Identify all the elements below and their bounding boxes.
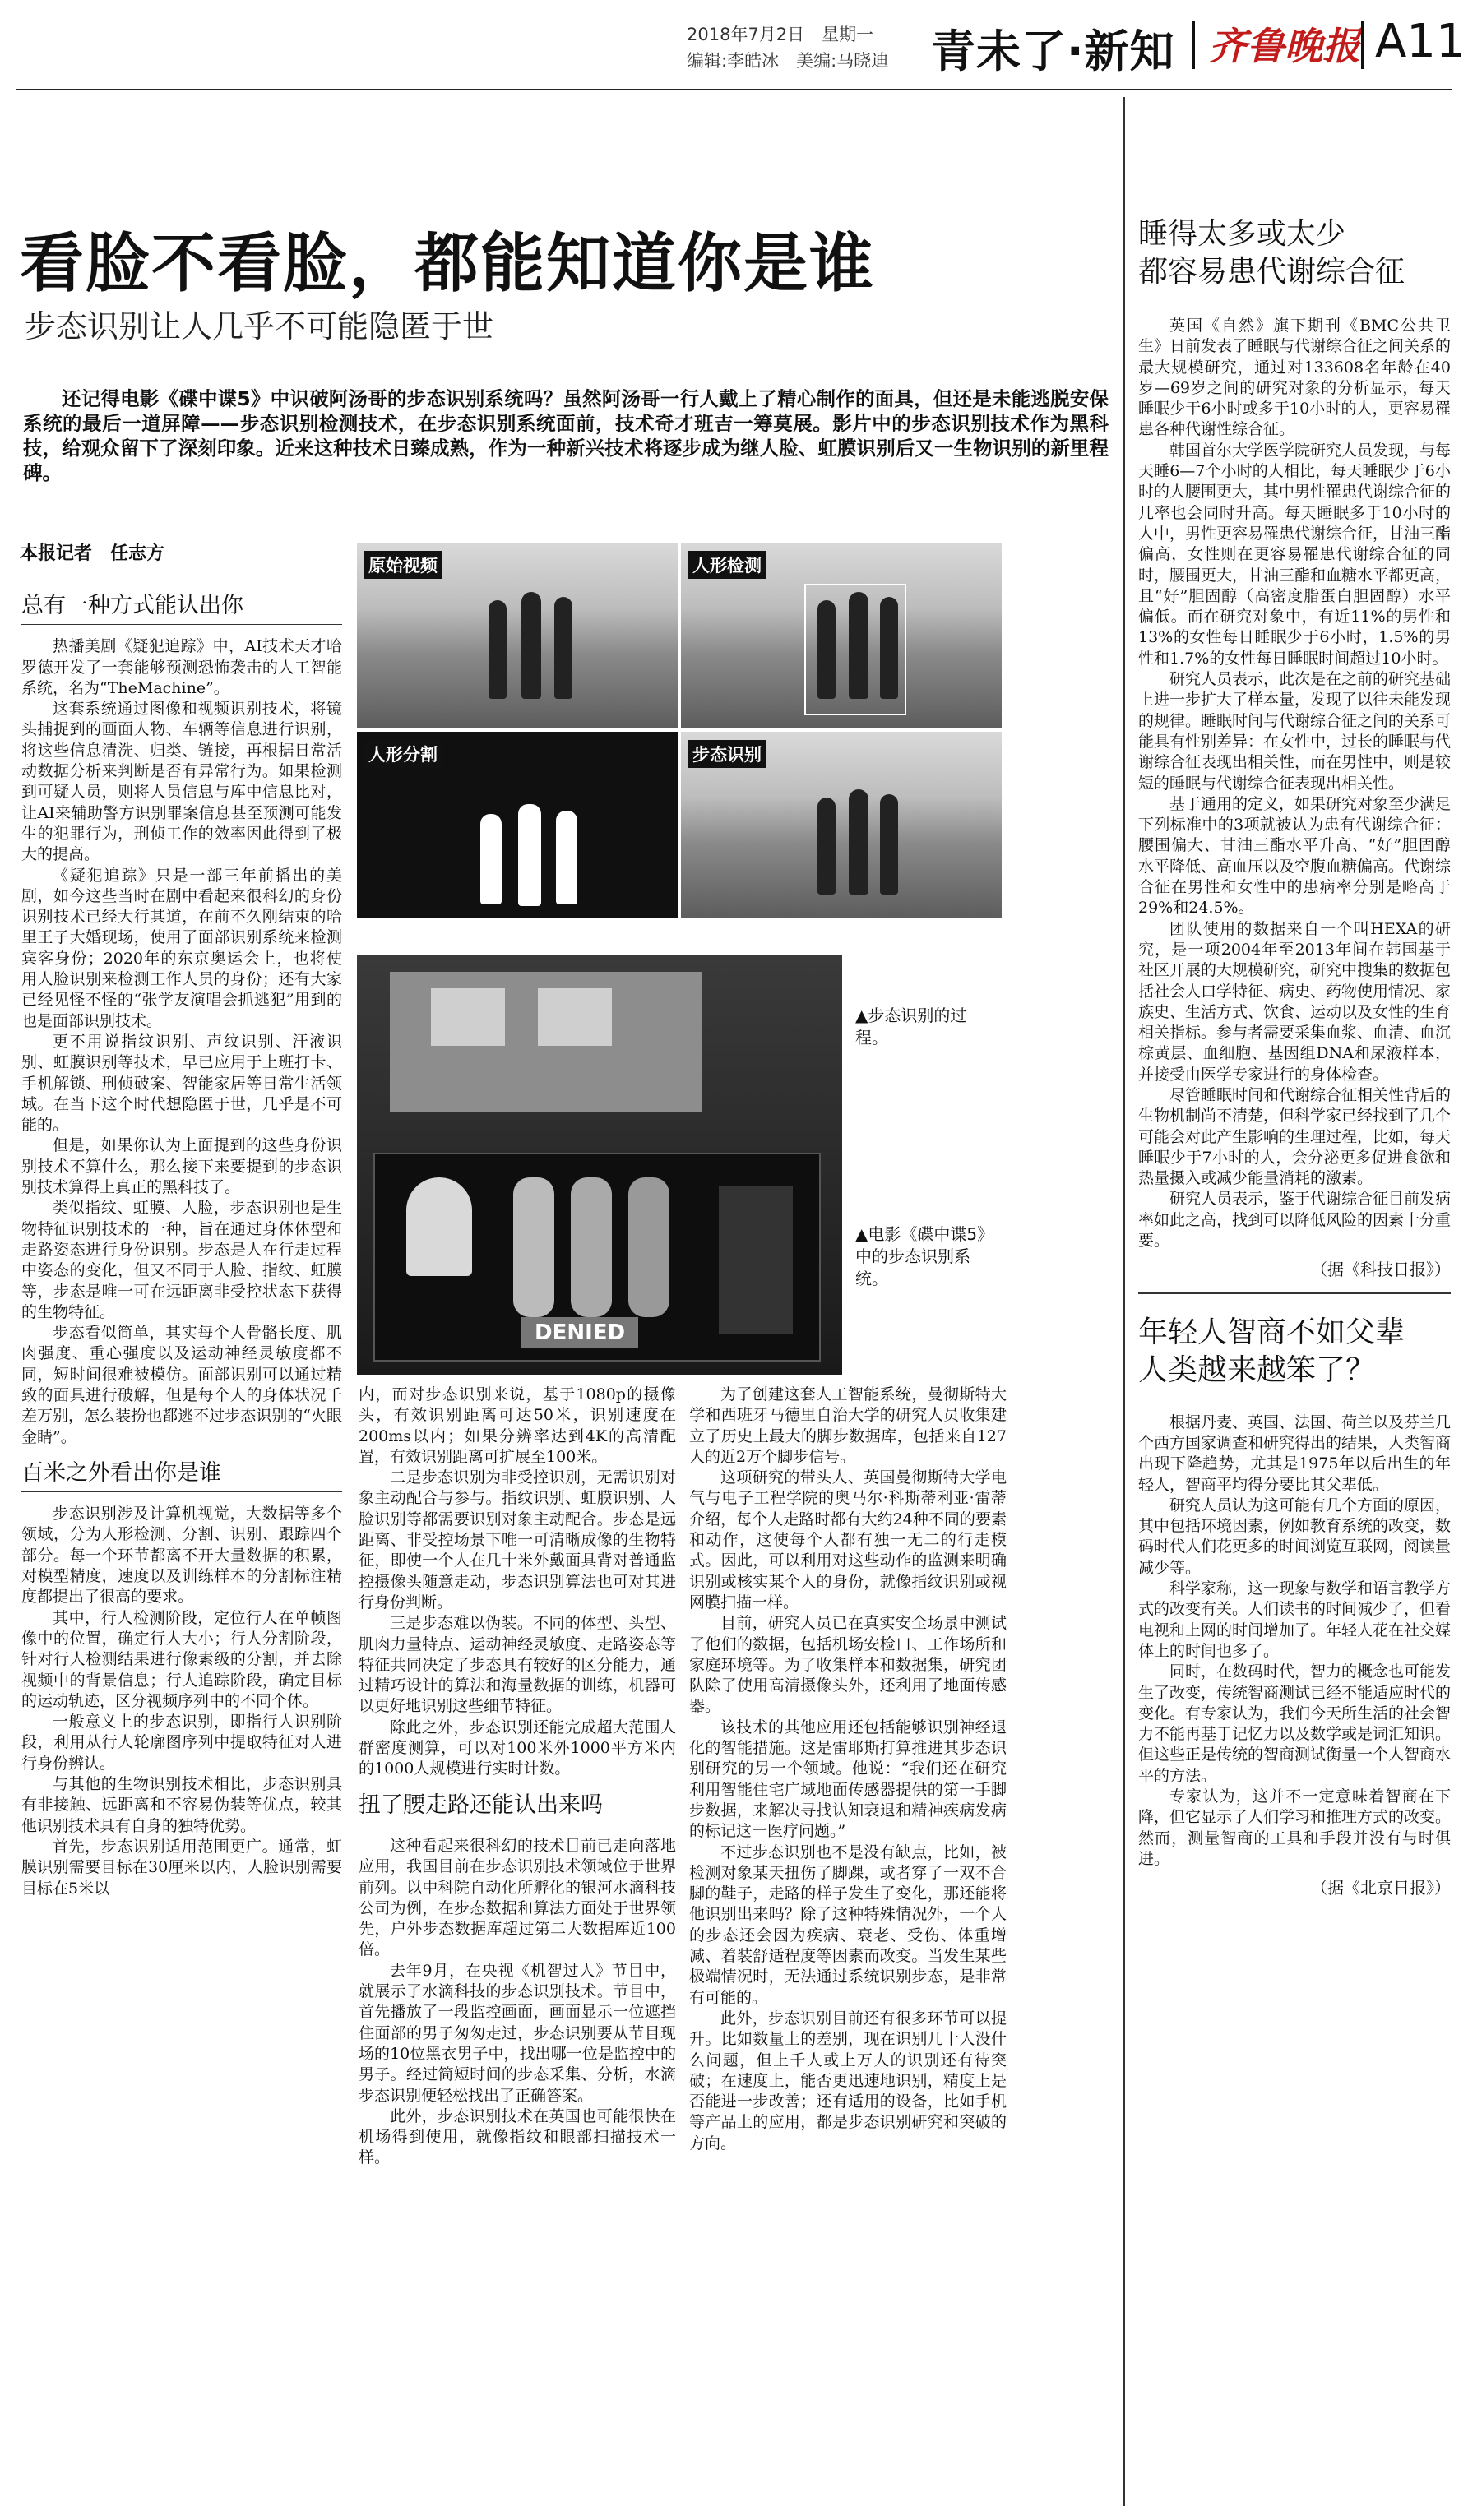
paragraph: 韩国首尔大学医学院研究人员发现，与每天睡6—7个小时的人相比，每天睡眠少于6小时的人腰围更大，其中男性罹患代谢综合征的几率也会同时升高。每天睡眠多于10小时的人中，男性更容易罹患代谢综合征，甘油三酯偏高，女性则在更容易罹患代谢综合征的同时，腰围更大，甘油三酯和血糖水平都更高，且“好”胆固醇（高密度脂蛋白胆固醇）水平偏低。而在研究对象中，有近11%的男性和13%的女性每日睡眠少于6小时，1.5%的男性和1.7%的女性每日睡眠时间超过10小时。 — [1138, 441, 1452, 668]
subheading-rule — [21, 624, 342, 625]
editors-credit: 编辑:李皓冰 美编:马晓迪 — [687, 51, 889, 71]
paragraph: 《疑犯追踪》只是一部三年前播出的美剧，如今这些当时在剧中看起来很科幻的身份识别技术已经大行其道，在前不久刚结束的哈里王子大婚现场，使用了面部识别系统来检测宾客身份；2020年的东京奥运会上，也将使用人脸识别来检测工作人员的身份；还有大家已经见怪不怪的“张学友演唱会抓逃犯”用到的也是面部识别技术。 — [21, 866, 342, 1030]
paragraph: 目前，研究人员已在真实安全场景中测试了他们的数据，包括机场安检口、工作场所和家庭环境等。为了收集样本和数据集，研究团队除了使用高清摄像头外，还利用了地面传感器。 — [689, 1614, 1007, 1716]
paragraph: 英国《自然》旗下期刊《BMC公共卫生》日前发表了睡眠与代谢综合征之间关系的最大规模研究，通过对133608名年龄在40岁—69岁之间的研究对象的分析显示，每天睡眠少于6小时或多于10小时的人，更容易罹患各种代谢性综合征。 — [1138, 317, 1452, 439]
paragraph: 这种看起来很科幻的技术目前已走向落地应用，我国目前在步态识别技术领域位于世界前列。以中科院自动化所孵化的银河水滴科技公司为例，在步态数据和算法方面处于世界领先，户外步态数据库超过第二大数据库近100倍。 — [359, 1836, 676, 1959]
paragraph: 与其他的生物识别技术相比，步态识别具有非接触、远距离和不容易伪装等优点，较其他识别技术具有自身的独特优势。 — [21, 1775, 342, 1835]
sidebar-story-sleep — [1138, 215, 1451, 1898]
lead-paragraph: 还记得电影《碟中谍5》中识破阿汤哥的步态识别系统吗？虽然阿汤哥一行人戴上了精心制作的面具，但还是未能逃脱安保系统的最后一道屏障——步态识别检测技术，在步态识别系统面前，技术奇才班吉一筹莫展。影片中的步态识别技术作为黑科技，给观众留下了深刻印象。近来这种技术日臻成熟，作为一种新兴技术将逐步成为继人脸、虹膜识别后又一生物识别的新里程碑。 — [23, 387, 1109, 484]
subheading: 扭了腰走路还能认出来吗 — [359, 1792, 603, 1818]
article-column-3 — [689, 1385, 1007, 2154]
paragraph: 此外，步态识别技术在英国也可能很快在机场得到使用，就像指纹和眼部扫描技术一样。 — [359, 2106, 676, 2167]
paragraph: 同时，在数码时代，智力的概念也可能发生了改变，传统智商测试已经不能适应时代的变化。有专家认为，我们今天所生活的社会智力不能再基于记忆力以及数学或是词汇知识。但这些正是传统的智商测试衡量一个人智商水平的方法。 — [1138, 1662, 1452, 1785]
paragraph: 研究人员表示，鉴于代谢综合征目前发病率如此之高，找到可以降低风险的因素十分重要。 — [1138, 1190, 1452, 1251]
subheading: 百米之外看出你是谁 — [21, 1459, 221, 1486]
photo-caption: ▲电影《碟中谍5》中的步态识别系统。 — [855, 1224, 994, 1288]
section-title: 青未了·新知 — [931, 25, 1175, 77]
paragraph: 该技术的其他应用还包括能够识别神经退化的智能措施。这是雷耶斯打算推进其步态识别研究的另一个领域。他说：“我们还在研究利用智能住宅广域地面传感器提供的第一手脚步数据，来解决寻找认知衰退和精神疾病发病的标记这一医疗问题。” — [689, 1718, 1007, 1841]
paragraph: 除此之外，步态识别还能完成超大范围人群密度测算，可以对100米外1000平方米内的1000人规模进行实时计数。 — [359, 1718, 676, 1778]
paragraph: 这套系统通过图像和视频识别技术，将镜头捕捉到的画面人物、车辆等信息进行识别，将这些信息清洗、归类、链接，再根据日常活动数据分析来判断是否有异常行为。如果检测到可疑人员，则将人员信息与库中信息比对，让AI来辅助警方识别罪案信息甚至预测可能发生的犯罪行为，刑侦工作的效率因此得到了极大的提高。 — [21, 700, 342, 864]
paragraph: 基于通用的定义，如果研究对象至少满足下列标准中的3项就被认为患有代谢综合征：腰围偏大、甘油三酯水平升高、“好”胆固醇水平降低、高血压以及空腹血糖偏高。代谢综合征在男性和女性中的患病率分别是略高于29%和24.5%。 — [1138, 794, 1452, 918]
paragraph: 研究人员表示，此次是在之前的研究基础上进一步扩大了样本量，发现了以往未能发现的规律。睡眠时间与代谢综合征之间的关系可能具有性别差异：在女性中，过长的睡眠与代谢综合征表现出相关性，而在男性中，则是较短的睡眠与代谢综合征表现出相关性。 — [1138, 670, 1452, 793]
byline: 本报记者 任志方 — [20, 543, 165, 564]
paragraph: 去年9月，在央视《机智过人》节目中，就展示了水滴科技的步态识别技术。节目中，首先播放了一段监控画面，画面显示一位遮挡住面部的男子匆匆走过，步态识别要从节目现场的10位黑衣男子中，找出哪一位是监控中的男子。经过简短时间的步态采集、分析，水滴步态识别便轻松找出了正确答案。 — [359, 1961, 676, 2105]
sidebar-headline: 人类越来越笨了？ — [1138, 1352, 1376, 1387]
masthead-divider — [1361, 21, 1364, 69]
photo-label: 原始视频 — [364, 551, 442, 579]
paragraph: 专家认为，这并不一定意味着智商在下降，但它显示了人们学习和推理方式的改变。然而，测量智商的工具和手段并没有与时俱进。 — [1138, 1787, 1452, 1868]
paragraph: 步态识别涉及计算机视觉，大数据等多个领域，分为人形检测、分割、识别、跟踪四个部分。每一个环节都离不开大量数据的积累，对模型精度，速度以及训练样本的分割标注精度都提出了很高的要求。 — [21, 1505, 342, 1607]
photo-label: 人形分割 — [364, 740, 442, 768]
photo-caption: ▲步态识别的过程。 — [855, 1006, 967, 1047]
paragraph: 研究人员认为这可能有几个方面的原因，其中包括环境因素，例如教育系统的改变，数码时代人们花更多的时间浏览互联网，阅读量减少等。 — [1138, 1496, 1452, 1577]
paragraph: 热播美剧《疑犯追踪》中，AI技术天才哈罗德开发了一套能够预测恐怖袭击的人工智能系统，名为“TheMachine”。 — [21, 637, 342, 697]
paragraph: 更不用说指纹识别、声纹识别、汗液识别、虹膜识别等技术，早已应用于上班打卡、手机解锁、刑侦破案、智能家居等日常生活领域。在当下这个时代想隐匿于世，几乎是不可能的。 — [21, 1032, 342, 1135]
photo-person-detection — [681, 543, 1002, 728]
photo-original-video — [357, 543, 678, 728]
paragraph: 其中，行人检测阶段，定位行人在单帧图像中的位置，确定行人大小；行人分割阶段，针对行人检测结果进行像素级的分割，并去除视频中的背景信息；行人追踪阶段，确定目标的运动轨迹，区分视频序列中的不同个体。 — [21, 1608, 342, 1710]
source-credit: （据《科技日报》） — [1311, 1260, 1451, 1280]
sidebar-headline: 都容易患代谢综合征 — [1138, 255, 1405, 289]
paragraph: 二是步态识别为非受控识别，无需识别对象主动配合与参与。指纹识别、虹膜识别、人脸识别等都需要识别对象主动配合。步态是远距离、非受控场景下唯一可清晰成像的生物特征，即使一个人在几十米外戴面具背对普通监控摄像头随意走动，步态识别算法也可对其进行身份判断。 — [359, 1468, 676, 1611]
main-headline: 看脸不看脸，都能知道你是谁 — [20, 227, 876, 301]
sidebar-headline: 年轻人智商不如父辈 — [1138, 1315, 1405, 1349]
article-column-2 — [359, 1385, 676, 2169]
photo-gait-recognition — [681, 732, 1002, 918]
photo-label: 人形检测 — [688, 551, 766, 579]
article-column-1 — [21, 590, 342, 1899]
paragraph: 但是，如果你认为上面提到的这些身份识别技术不算什么，那么接下来要提到的步态识别技术算得上真正的黑科技了。 — [21, 1136, 342, 1197]
paragraph: 尽管睡眠时间和代谢综合征相关性背后的生物机制尚不清楚，但科学家已经找到了几个可能会对此产生影响的生理过程，比如，每天睡眠少于7小时的人，会分泌更多促进食欲和热量摄入或减少能量消耗的激素。 — [1138, 1085, 1452, 1188]
paragraph: 三是步态难以伪装。不同的体型、头型、肌肉力量特点、运动神经灵敏度、走路姿态等特征共同决定了步态具有较好的区分能力，通过精巧设计的算法和海量数据的训练，机器可以更好地识别这些细节特征。 — [359, 1614, 676, 1716]
masthead-rule — [16, 89, 1452, 90]
masthead-divider — [1192, 21, 1195, 69]
page-number: A11 — [1375, 15, 1466, 68]
denied-text: DENIED — [521, 1317, 638, 1348]
photo-movie-gait-system — [357, 955, 842, 1375]
paragraph: 步态看似简单，其实每个人骨骼长度、肌肉强度、重心强度以及运动神经灵敏度都不同，短时间很难被模仿。面部识别可以通过精致的面具进行破解，但是每个人的身体状况千差万别，怎么装扮也都逃不过步态识别的“火眼金睛”。 — [21, 1324, 342, 1446]
newspaper-logo: 齐鲁晚报 — [1209, 24, 1360, 68]
paragraph: 根据丹麦、英国、法国、荷兰以及芬兰几个西方国家调查和研究得出的结果，人类智商出现下降趋势，尤其是1975年以后出生的年轻人，智商平均得分要比其父辈低。 — [1138, 1413, 1452, 1494]
paragraph: 这项研究的带头人、英国曼彻斯特大学电气与电子工程学院的奥马尔·科斯蒂利亚·雷蒂介绍，每个人走路时都有大约24种不同的要素和动作，这使每个人都有独一无二的行走模式。因此，可以利用对这些动作的监测来明确识别或核实某个人的身份，就像指纹识别或视网膜扫描一样。 — [689, 1468, 1007, 1611]
paragraph: 为了创建这套人工智能系统，曼彻斯特大学和西班牙马德里自治大学的研究人员收集建立了历史上最大的脚步数据库，包括来自127人的近2万个脚步信号。 — [689, 1385, 1007, 1466]
subheading: 总有一种方式能认出你 — [21, 593, 243, 618]
source-credit: （据《北京日报》） — [1311, 1878, 1451, 1898]
issue-date: 2018年7月2日 星期一 — [687, 25, 874, 44]
subheading-rule — [21, 1491, 342, 1492]
photo-person-segmentation — [357, 732, 678, 918]
paragraph: 团队使用的数据来自一个叫HEXA的研究，是一项2004年至2013年间在韩国基于社区开展的大规模研究，研究中搜集的数据包括社会人口学特征、病史、药物使用情况、家族史、生活方式、饮食、运动以及女性的生育相关指标。参与者需要采集血浆、血清、血沉棕黄层、血细胞、基因组DNA和尿液样本，并接受由医学专家进行的身体检查。 — [1138, 919, 1452, 1084]
sidebar-headline: 睡得太多或太少 — [1138, 217, 1346, 251]
photo-label: 步态识别 — [688, 740, 766, 768]
column-divider — [1123, 97, 1125, 2506]
paragraph: 内，而对步态识别来说，基于1080p的摄像头，有效识别距离可达50米，识别速度在200ms以内；如果分辨率达到4K的高清配置，有效识别距离可扩展至100米。 — [359, 1385, 676, 1466]
paragraph: 类似指纹、虹膜、人脸，步态识别也是生物特征识别技术的一种，旨在通过身体体型和走路姿态进行身份识别。步态是人在行走过程中姿态的变化，但又不同于人脸、指纹、虹膜等，步态是唯一可在远距离非受控状态下获得的生物特征。 — [21, 1199, 342, 1321]
paragraph: 此外，步态识别目前还有很多环节可以提升。比如数量上的差别，现在识别几十人没什么问题，但上千人或上万人的识别还有待突破；在速度上，能否更迅速地识别，精度上是否能进一步改善；还有适用的设备，比如手机等产品上的应用，都是步态识别研究和突破的方向。 — [689, 2009, 1007, 2152]
paragraph: 不过步态识别也不是没有缺点，比如，被检测对象某天扭伤了脚踝，或者穿了一双不合脚的鞋子，走路的样子发生了变化，那还能将他识别出来吗？除了这种特殊情况外，一个人的步态还会因为疾病、衰老、受伤、体重增减、着装舒适程度等因素而改变。当发生某些极端情况时，无法通过系统识别步态，是非常有可能的。 — [689, 1843, 1007, 2007]
paragraph: 科学家称，这一现象与数学和语言教学方式的改变有关。人们读书的时间减少了，但看电视和上网的时间增加了。年轻人花在社交媒体上的时间也多了。 — [1138, 1579, 1452, 1660]
paragraph: 一般意义上的步态识别，即指行人识别阶段，利用从行人轮廓图序列中提取特征对人进行身份辨认。 — [21, 1713, 342, 1773]
paragraph: 首先，步态识别适用范围更广。通常，虹膜识别需要目标在30厘米以内，人脸识别需要目标在5米以 — [21, 1837, 342, 1898]
sub-headline: 步态识别让人几乎不可能隐匿于世 — [25, 308, 494, 344]
story-divider — [1138, 1292, 1451, 1294]
